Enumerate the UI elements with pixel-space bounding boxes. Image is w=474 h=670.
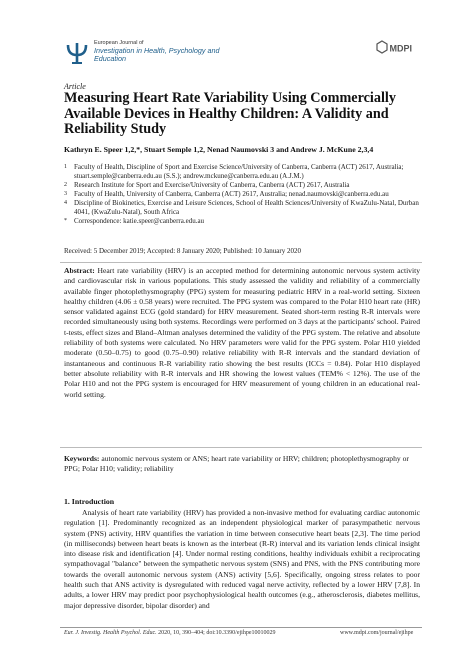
abstract-text: Heart rate variability (HRV) is an accepted method for determining autonomic nervous system activity and cardiovascular risk in various populations. This study assessed the validity and reliability of a commercially available finger photoplethysmography (PPG) system for measuring pediatric HRV in a real-world setting. Sixteen healthy children (4.06 ± 0.58 years) were recruited. The PPG system was compared to the Polar H10 heart rate (HR) sensor validated against ECG (gold standard) for HRV measurement. Seated short-term resting R-R intervals were recorded simultaneously using both systems. Recordings were performed on 3 days at the participants' school. Paired t-tests, effect sizes and Bland–Altman analyses determined the validity of the PPG system. The relative and absolute reliability of both systems were calculated. No HRV parameters were valid for the PPG system. Polar H10 yielded moderate (0.50–0.75) to good (0.75–0.90) relative reliability with R-R intervals and the standard deviation of instantaneous and continuous R-R variability ratio showing the best results (ICCs = 0.84). Polar H10 displayed better absolute reliability with R-R intervals and HR showing the lowest values (TEM% < 12%). The use of the Polar H10 and not the PPG system is encouraged for HRV measurement of young children in an educational real-world setting. [64, 266, 420, 399]
author-list: Kathryn E. Speer 1,2,*, Stuart Semple 1,2, Nenad Naumovski 3 and Andrew J. McKune 2,3,4 [64, 145, 374, 154]
affiliation-item [64, 190, 424, 199]
affiliation-text: Research Institute for Sport and Exercise/University of Canberra, Canberra (ACT) 2617, Australia [74, 181, 350, 189]
affiliation-text: Faculty of Health, University of Canberra, Canberra (ACT) 2617, Australia; nenad.naumovski@canberra.edu.au [74, 190, 389, 198]
keywords-label: Keywords: [64, 454, 100, 463]
publication-dates: Received: 5 December 2019; Accepted: 8 January 2020; Published: 10 January 2020 [64, 247, 301, 255]
footer-divider [60, 627, 422, 628]
affiliation-number: 2 [64, 182, 67, 188]
affiliation-number: 1 [64, 164, 67, 170]
affiliations [64, 163, 424, 226]
keywords-text: autonomic nervous system or ANS; heart rate variability or HRV; children; photoplethysmography or PPG; Polar H10; validity; reliability [64, 454, 409, 474]
mdpi-logo [376, 40, 416, 58]
abstract-label: Abstract: [64, 266, 95, 275]
journal-name: Investigation in Health, Psychology and Education [94, 46, 220, 63]
abstract [64, 266, 420, 400]
keywords [64, 454, 420, 475]
footer-citation-rest: 2020, 10, 390–404; doi:10.3390/ejihpe10010029 [158, 630, 276, 636]
affiliation-number: * [64, 218, 67, 224]
section-heading: 1. Introduction [64, 497, 115, 506]
affiliation-text: Discipline of Biokinetics, Exercise and Leisure Sciences, School of Health Sciences/University of KwaZulu-Natal, Durban 4041, (KwaZulu-Natal), South Africa [74, 199, 419, 216]
mdpi-logo-text: MDPI [389, 43, 412, 54]
affiliation-number: 3 [64, 191, 67, 197]
journal-small-label: European Journal of [94, 40, 144, 46]
footer-citation [64, 630, 275, 636]
article-type: Article [64, 82, 86, 91]
footer-journal: Eur. J. Investig. Health Psychol. Educ. [64, 630, 157, 636]
correspondence [64, 217, 424, 226]
introduction-text: Analysis of heart rate variability (HRV) has provided a non-invasive method for evaluating cardiac autonomic regulation [1]. Predominantly recognized as an independent physiological marker of parasympathetic nervous system (PNS) activity, HRV quantifies the variation in time between consecutive heart beats [2,3]. The time period (in milliseconds) between heart beats is known as the interbeat (R-R) interval and its variation lends clinical insight into disease risk and identification [4]. Under normal resting conditions, healthy individuals exhibit a reciprocating sympathovagal "balance" between the sympathetic nervous system (SNS) and PNS, with the PNS contributing more towards the overall autonomic nervous system (ANS) activity [5,6]. Specifically, ongoing stress relates to poor health such that ANS activity is dysregulated with reduced vagal nerve activity, reflected by a lower HRV [7,8]. In adults, a lower HRV may predict poor psychophysiological health outcomes (e.g., atherosclerosis, diabetes mellitus, major depressive disorder, bipolar disorder) and [64, 508, 420, 610]
affiliation-text: Faculty of Health, Discipline of Sport and Exercise Science/University of Canberra, Canberra (ACT) 2617, Australia; stuart.semple@canberra.edu.au (S.S.); andrew.mckune@canberra.edu.au (A.J.M.) [74, 163, 404, 180]
affiliation-item [64, 199, 424, 217]
footer-url[interactable]: www.mdpi.com/journal/ejihpe [340, 630, 414, 636]
article-title: Measuring Heart Rate Variability Using Commercially Available Devices in Healthy Children: A Validity and Reliability Study [64, 90, 396, 138]
affiliation-number: 4 [64, 200, 67, 206]
psi-icon [64, 40, 90, 66]
affiliation-item [64, 163, 424, 181]
affiliation-item [64, 181, 424, 190]
correspondence-text: Correspondence: katie.speer@canberra.edu.au [74, 217, 205, 225]
